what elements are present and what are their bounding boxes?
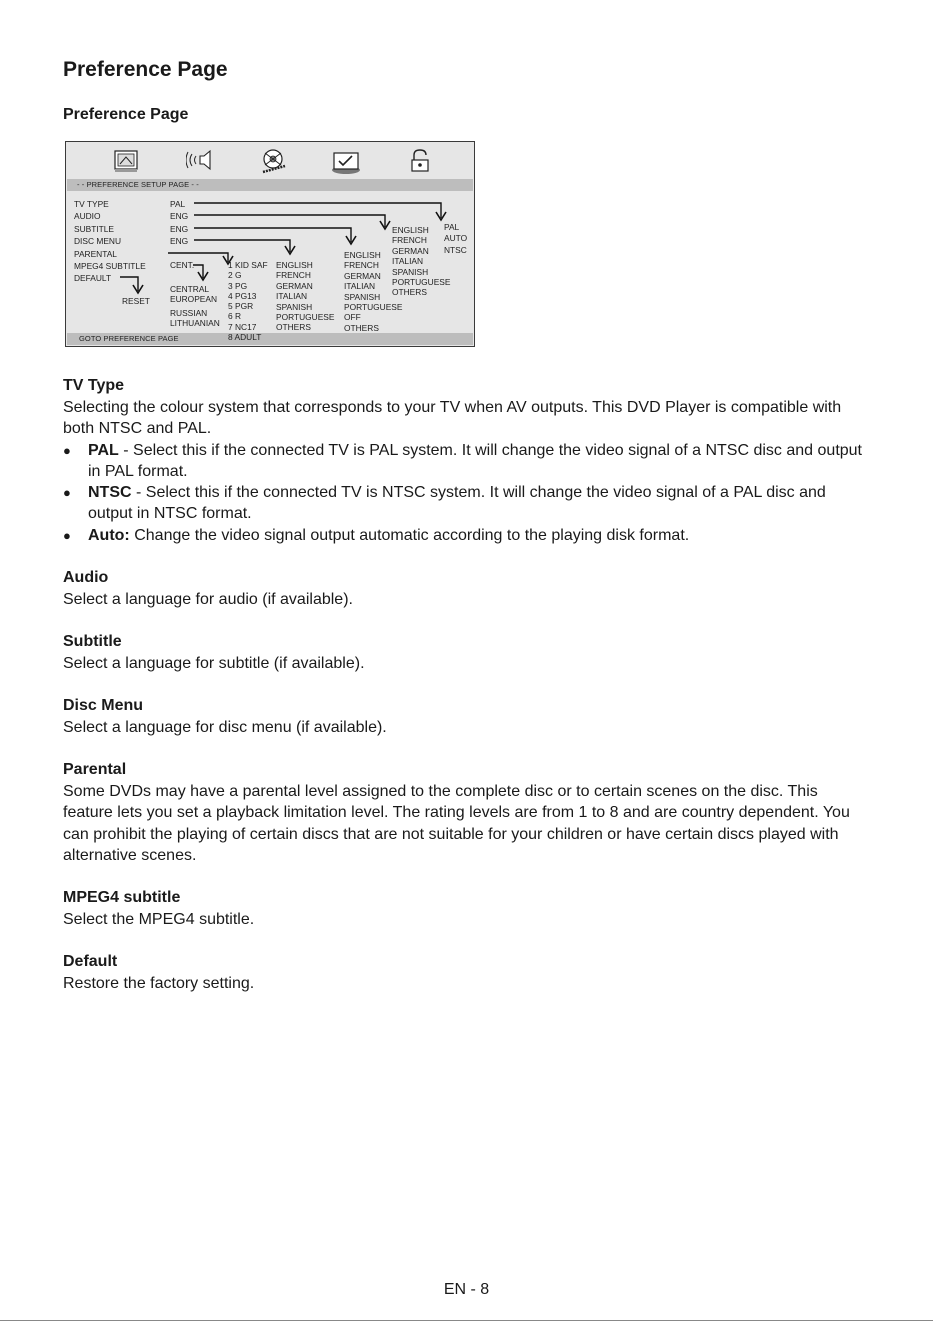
mpeg4-option: EUROPEAN <box>170 293 218 304</box>
bullet-icon: ● <box>63 442 71 458</box>
menu-value: ENG <box>170 211 189 222</box>
parental-level: 4 PG13 <box>228 290 257 301</box>
language-option: FRENCH <box>276 270 311 281</box>
menu-item: DISC MENU <box>74 236 121 247</box>
page-number: EN - 8 <box>443 1281 490 1298</box>
bullet-term: NTSC <box>88 484 132 502</box>
bullet-text: - Select this if the connected TV is PAL system. It will change the video signal of a NTSC disc and output in PAL format. <box>88 441 862 480</box>
parental-level: 2 G <box>228 270 242 281</box>
language-option: ITALIAN <box>344 281 376 292</box>
section-text: Select a language for subtitle (if available). <box>63 655 365 672</box>
mpeg4-section <box>63 887 873 930</box>
language-option: SPANISH <box>276 301 313 312</box>
section-text: Selecting the colour system that corresponds to your TV when AV outputs. This DVD Player is compatible with both NTSC and PAL. <box>63 399 842 438</box>
language-option: PORTUGUESE <box>276 312 335 323</box>
language-option: SPANISH <box>392 266 429 277</box>
language-option: ENGLISH <box>276 260 313 270</box>
language-option: ENGLISH <box>344 250 381 260</box>
language-option: GERMAN <box>276 280 313 291</box>
tv-type-option: PAL <box>444 222 460 232</box>
default-section <box>63 951 873 994</box>
language-option: ITALIAN <box>392 256 424 267</box>
section-heading: Subtitle <box>63 633 122 650</box>
bottom-divider <box>0 1320 933 1321</box>
language-option: ENGLISH <box>392 225 429 235</box>
parental-level: 1 KID SAF <box>228 260 268 270</box>
bullet-icon: ● <box>63 527 71 543</box>
section-heading: Default <box>63 953 118 970</box>
parental-level: 8 ADULT <box>228 332 262 343</box>
language-option: OTHERS <box>392 287 427 298</box>
bullet-text: - Select this if the connected TV is NTSC system. It will change the video signal of a PAL disc and output in NTSC format. <box>88 484 826 523</box>
reset-label: RESET <box>122 296 150 306</box>
menu-item: MPEG4 SUBTITLE <box>74 261 146 272</box>
section-heading: Disc Menu <box>63 697 144 714</box>
tv-type-option: NTSC <box>444 244 467 255</box>
bullet-icon: ● <box>63 485 71 501</box>
mpeg4-option: RUSSIAN <box>170 308 208 318</box>
section-text: Select a language for disc menu (if available). <box>63 719 387 736</box>
section-text: Some DVDs may have a parental level assigned to the complete disc or to certain scenes on the disc. This feature lets you set a playback limitation level. The rating levels are from 1 to 8 and are country dependent. You can prohibit the playing of certain discs that are not suitable for your children or have certain discs played with alternative scenes. <box>63 783 850 864</box>
language-option: FRENCH <box>392 235 427 246</box>
section-text: Select the MPEG4 subtitle. <box>63 911 255 928</box>
parental-level: 6 R <box>228 311 242 322</box>
mpeg4-value: CENT. <box>170 260 195 270</box>
tv-type-section <box>63 375 873 546</box>
menu-header-bar: - - PREFERENCE SETUP PAGE - - <box>67 179 473 191</box>
mpeg4-option: LITHUANIAN <box>170 317 220 328</box>
mpeg4-option: CENTRAL <box>170 284 210 294</box>
language-option: OTHERS <box>344 322 379 333</box>
section-heading: TV Type <box>63 377 125 394</box>
parental-section <box>63 759 853 866</box>
parental-level: 5 PGR <box>228 301 254 312</box>
language-option: OTHERS <box>276 322 311 333</box>
language-option: FRENCH <box>344 260 379 271</box>
section-text: Restore the factory setting. <box>63 975 255 992</box>
language-option: SPANISH <box>344 291 381 302</box>
tv-type-option: AUTO <box>444 233 468 244</box>
menu-value: ENG <box>170 236 189 247</box>
subtitle-section <box>63 631 873 674</box>
menu-item: SUBTITLE <box>74 223 115 234</box>
language-option: ITALIAN <box>276 291 308 302</box>
bullet-text: Change the video signal output automatic according to the playing disk format. <box>129 526 690 544</box>
audio-section <box>63 567 873 610</box>
bullet-term: PAL <box>88 441 119 459</box>
section-heading: Parental <box>63 761 127 778</box>
connector-arrows <box>66 142 474 346</box>
list-item <box>63 440 873 483</box>
menu-value: ENG <box>170 223 189 234</box>
page-title: Preference Page <box>63 58 228 81</box>
parental-level: 3 PG <box>228 280 248 291</box>
menu-item: PARENTAL <box>74 248 117 259</box>
language-option: GERMAN <box>344 270 381 281</box>
section-heading: MPEG4 subtitle <box>63 889 181 906</box>
preference-menu-diagram <box>65 141 475 347</box>
language-option: GERMAN <box>392 245 429 256</box>
menu-item: AUDIO <box>74 211 101 222</box>
language-option: OFF <box>344 312 361 323</box>
menu-item: TV TYPE <box>74 199 109 209</box>
menu-item: DEFAULT <box>74 273 112 284</box>
bullet-term: Auto: <box>88 526 130 544</box>
parental-level: 7 NC17 <box>228 321 257 332</box>
language-option: PORTUGUESE <box>392 277 451 288</box>
menu-value: PAL <box>170 199 186 209</box>
menu-footer-bar: GOTO PREFERENCE PAGE <box>67 333 473 345</box>
section-heading: Audio <box>63 569 109 586</box>
section-title: Preference Page <box>63 106 189 123</box>
language-option: PORTUGUESE <box>344 302 403 313</box>
list-item <box>63 482 873 525</box>
section-text: Select a language for audio (if available). <box>63 591 353 608</box>
list-item <box>63 525 873 546</box>
tv-type-bullets <box>63 440 873 546</box>
disc-menu-section <box>63 695 873 738</box>
